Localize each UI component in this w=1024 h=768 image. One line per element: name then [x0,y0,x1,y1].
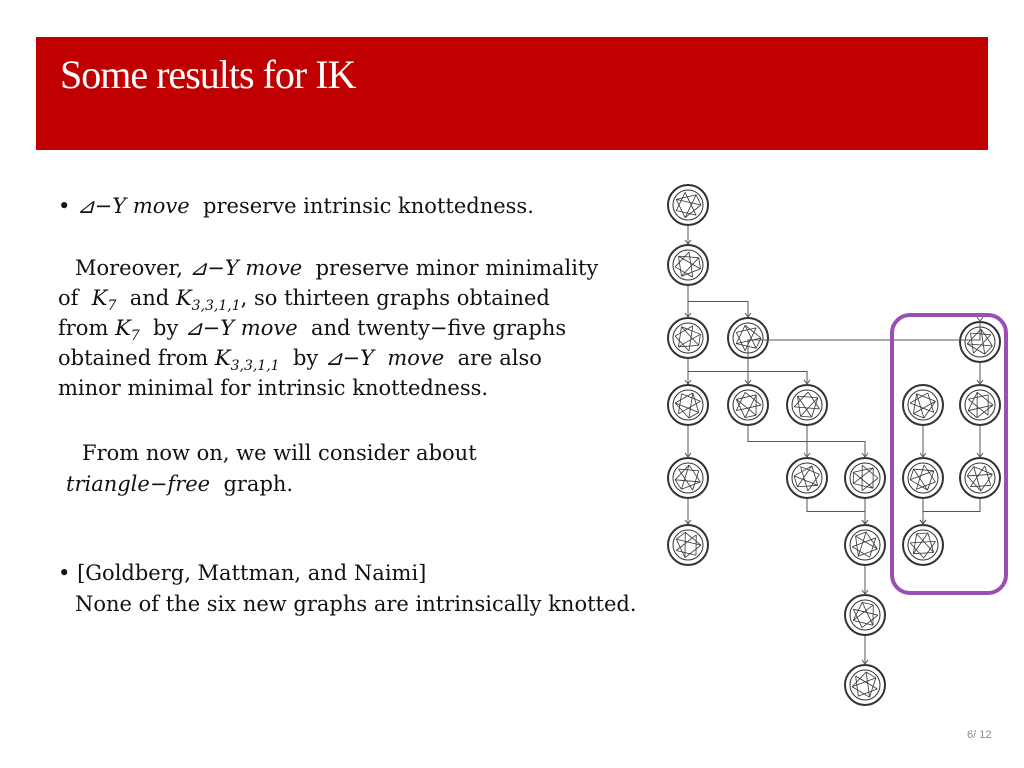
graph-node-icon [845,525,885,565]
para1-text: and twenty−five graphs [311,316,567,340]
arrow-connector [688,286,748,317]
citation: [Goldberg, Mattman, and Naimi] [77,561,427,585]
graph-node-icon [960,385,1000,425]
graph-node-icon [728,385,768,425]
para1-line4 [58,343,542,376]
graph-node-icon [845,665,885,705]
bullet-1 [58,191,534,221]
move-word: move [245,256,303,280]
arrow-head [977,317,983,321]
graph-node-icon [903,525,943,565]
move-word: move [240,316,298,340]
slide-title: Some results for IK [60,52,356,97]
graph-node-icon [960,458,1000,498]
subscript: 3,3,1,1 [230,358,280,374]
graph-node-icon [845,458,885,498]
para2-line2 [66,469,293,499]
graph-nodes [668,185,1000,705]
title-bar [36,37,988,150]
graph-node-icon [903,458,943,498]
para1-from: from [58,316,109,340]
para1-by: by [153,316,179,340]
para1-line1 [75,253,598,283]
delta-y-symbol: ⊿−Y [185,316,235,340]
graph-k: K [91,286,108,310]
move-word: move [387,346,445,370]
graph-k: K [214,346,231,370]
graph-node-icon [668,525,708,565]
graph-node-icon [668,385,708,425]
bullet-marker: • [58,194,71,218]
graph-node-icon [668,185,708,225]
bullet-1-text: preserve intrinsic knottedness. [203,194,534,218]
arrow-connector [807,426,865,457]
subscript: 7 [107,298,117,314]
bullet-2 [58,558,426,588]
para1-line3 [58,313,566,346]
page-number: 6/ 12 [967,729,992,741]
move-word: move [132,194,190,218]
para1-of: of [58,286,79,310]
arrow-connector [807,499,865,524]
para1-line5: minor minimal for intrinsic knottedness. [58,376,489,400]
bullet-2-line2: None of the six new graphs are intrinsically knotted. [75,592,637,616]
delta-y-symbol: ⊿−Y [324,346,374,370]
graph-node-icon [668,318,708,358]
para1-and: and [129,286,170,310]
para2-line1: From now on, we will consider about [82,441,477,465]
para1-text: are also [457,346,542,370]
arrow-connector [923,499,980,524]
para1-by: by [292,346,319,370]
arrow-connector [748,321,980,359]
para1-text: obtained from [58,346,209,370]
graph-node-icon [903,385,943,425]
arrow-connector [748,426,807,457]
graph-family-diagram [650,170,1020,715]
delta-y-symbol: ⊿−Y [77,194,127,218]
graph-k: K [115,316,131,340]
subscript: 3,3,1,1 [191,298,241,314]
triangle-free-term: triangle−free [66,472,211,496]
graph-k: K [175,286,192,310]
arrows [685,226,983,664]
bullet-marker: • [58,561,71,585]
para1-text-a: Moreover, [75,256,183,280]
para1-text: , so thirteen graphs obtained [240,286,550,310]
graph-node-icon [787,458,827,498]
graph-node-icon [668,245,708,285]
para2-text: graph. [223,472,294,496]
delta-y-symbol: ⊿−Y [189,256,239,280]
graph-node-icon [787,385,827,425]
graph-node-icon [845,595,885,635]
para1-line2 [58,283,550,316]
subscript: 7 [130,328,140,344]
graph-node-icon [668,458,708,498]
para1-text-b: preserve minor minimality [315,256,599,280]
